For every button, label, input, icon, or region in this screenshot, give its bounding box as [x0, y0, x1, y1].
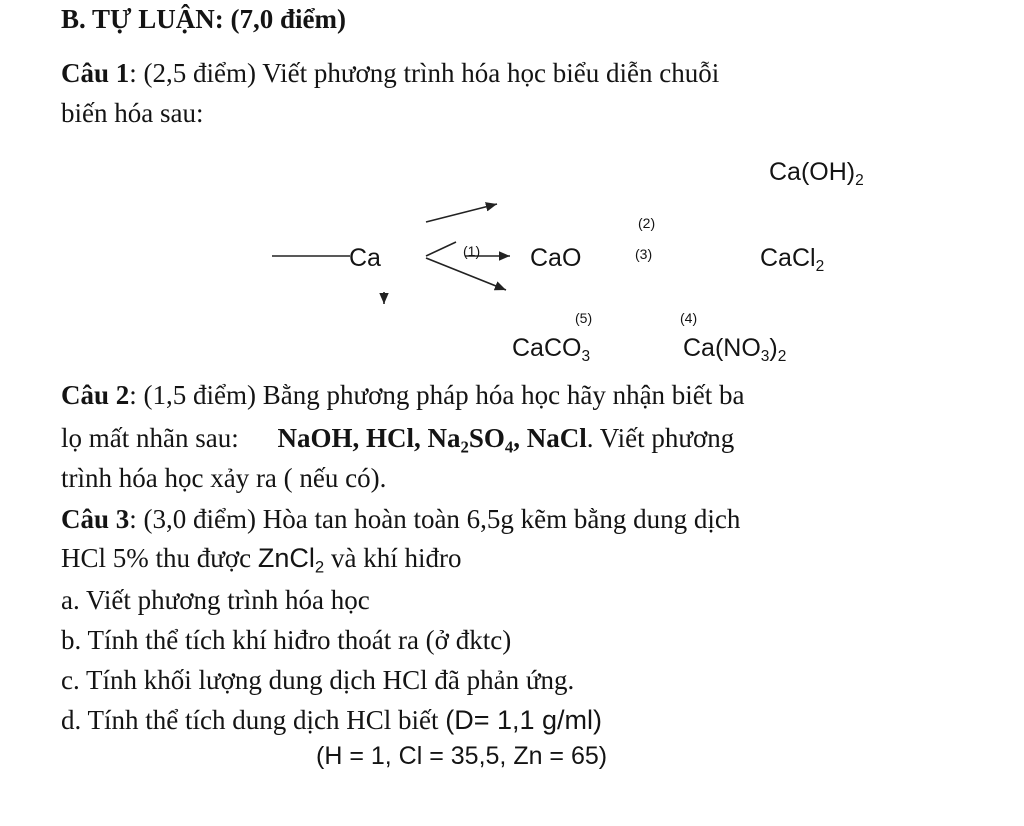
question-3-part-c: c. Tính khối lượng dung dịch HCl đã phản ứng.	[61, 665, 575, 695]
question-2-line-2	[61, 423, 735, 457]
question-2-text-d: trình hóa học xảy ra ( nếu có).	[61, 463, 387, 493]
question-3-text-a: : (3,0 điểm) Hòa tan hoàn toàn 6,5g kẽm bằng dung dịch	[129, 504, 741, 534]
question-2-line-1	[61, 382, 745, 409]
atomic-masses: (H = 1, Cl = 35,5, Zn = 65)	[316, 742, 608, 770]
question-3-part-d	[61, 707, 602, 734]
question-1-text-b: biến hóa sau:	[61, 98, 204, 128]
section-title-text: B. TỰ LUẬN: (7,0 điểm)	[61, 4, 346, 34]
question-2-text-b: lọ mất nhãn sau:	[61, 423, 239, 453]
formula-ca: Ca	[349, 244, 381, 272]
formula-cao: CaO	[530, 244, 582, 272]
step-2-label: (2)	[638, 215, 656, 231]
question-3-line-2	[61, 543, 462, 577]
question-2-label: Câu 2	[61, 380, 130, 410]
question-3-part-a: a. Viết phương trình hóa học	[61, 585, 370, 615]
formula-cacl2: CaCl$_2$	[760, 244, 825, 275]
step-3-label: (3)	[635, 246, 653, 262]
formula-cano32: $Ca(NO_3)_2$	[683, 334, 787, 365]
formula-zncl2: ZnCl$_2$	[257, 543, 325, 577]
question-3-text-b2: và khí hiđro	[324, 543, 462, 573]
step-4-label: (4)	[680, 310, 698, 326]
question-2-chemicals: NaOH, HCl, $Na_2SO_4$, NaCl	[277, 423, 587, 457]
question-3-line-1	[61, 506, 740, 533]
question-1-label: Câu 1	[61, 58, 130, 88]
arrow-ca-to-cacl2-upper	[426, 242, 456, 256]
question-3-text-b1: HCl 5% thu được	[61, 543, 258, 573]
question-1-text-a: : (2,5 điểm) Viết phương trình hóa học biểu diễn chuỗi	[129, 58, 720, 88]
question-3-part-d-text: d. Tính thể tích dung dịch HCl biết	[61, 705, 446, 735]
step-1-label: (1)	[463, 243, 481, 259]
formula-caco3: CaCO$_3$	[512, 334, 591, 365]
question-3-part-b: b. Tính thể tích khí hiđro thoát ra (ở đktc)	[61, 625, 512, 655]
step-5-label: (5)	[575, 310, 593, 326]
density-value: (D= 1,1 g/ml)	[445, 705, 603, 735]
formula-caoh2: $Ca(OH)_2$	[769, 158, 864, 189]
question-3-label: Câu 3	[61, 504, 130, 534]
arrow-ca-to-caoh2	[426, 204, 497, 222]
question-2-text-a: : (1,5 điểm) Bằng phương pháp hóa học hãy nhận biết ba	[129, 380, 745, 410]
question-2-text-c: . Viết phương	[586, 423, 735, 453]
arrow-ca-to-cacl2	[426, 258, 506, 290]
question-2-line-3	[61, 465, 386, 492]
